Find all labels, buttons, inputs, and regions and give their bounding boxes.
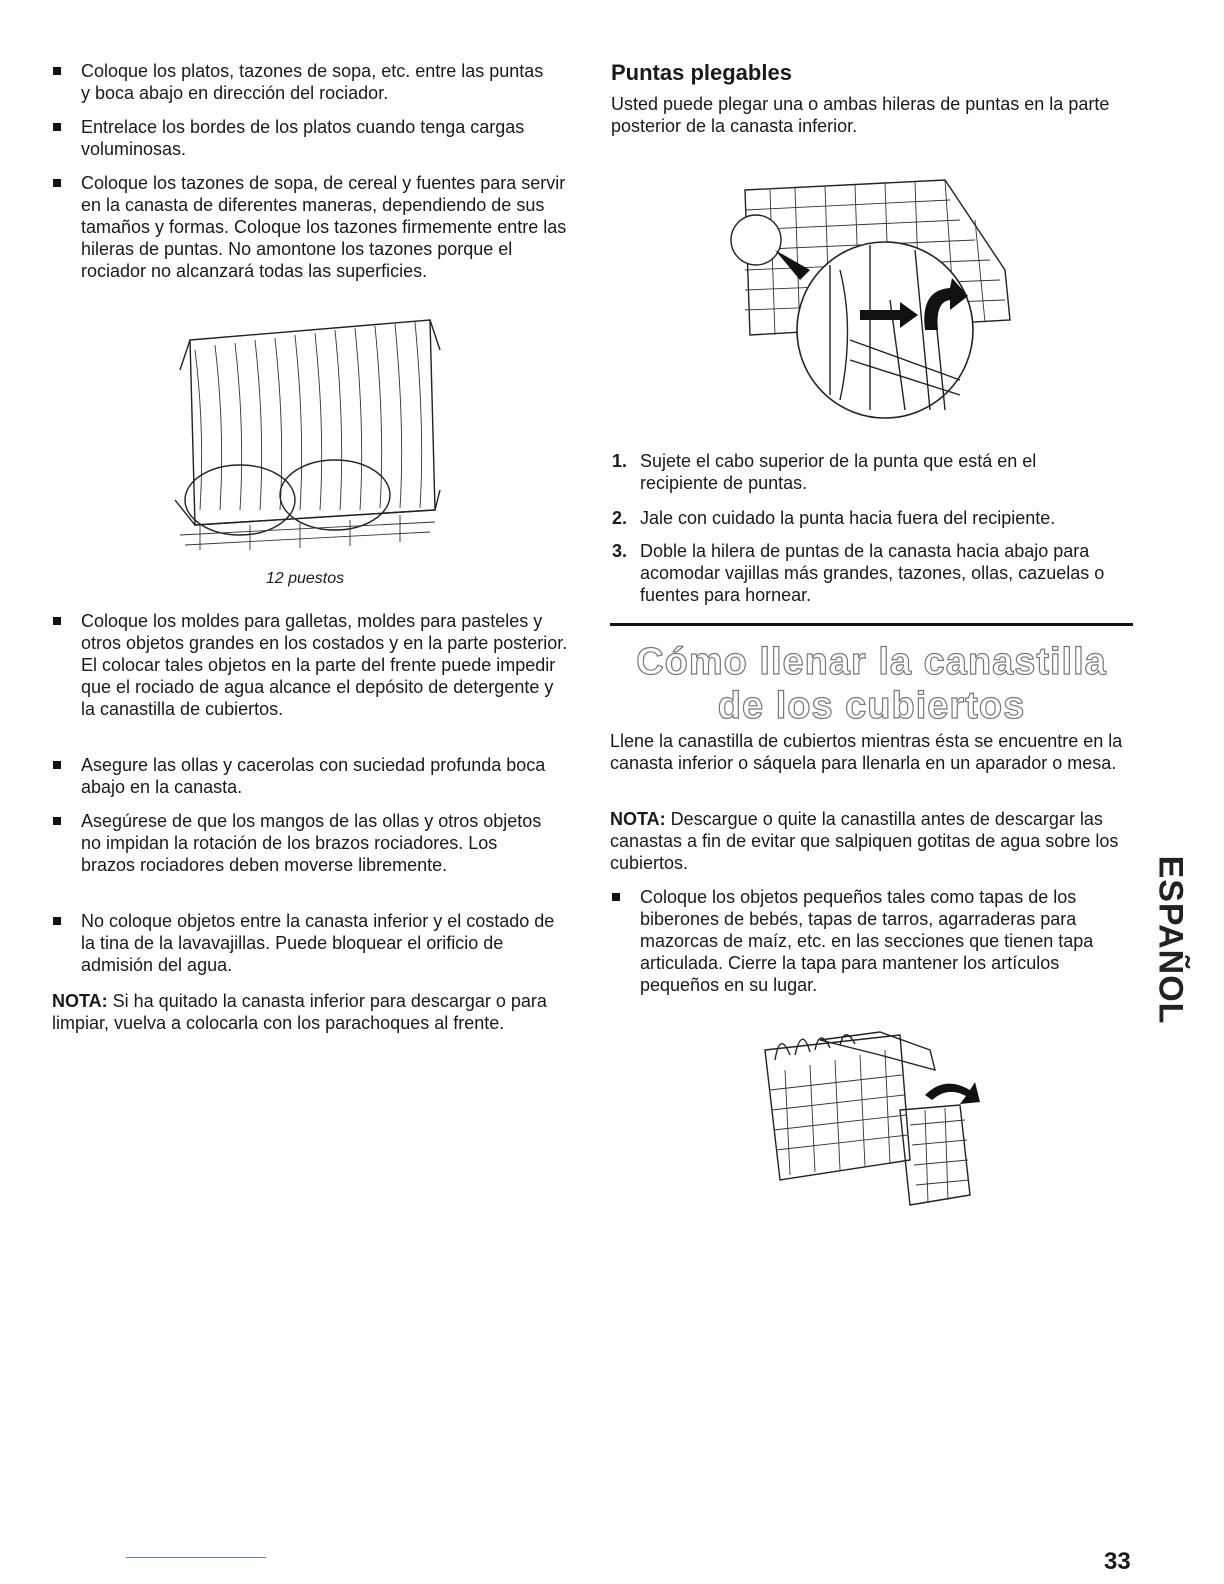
figure-caption: 12 puestos [265, 570, 345, 587]
list-item-text: Coloque los tazones de sopa, de cereal y fuentes para servir en la canasta de diferentes maneras, dependiendo de sus tamaños y formas. Coloque los tazones firmemente entre las hileras de puntas. No amontone los tazones porque el rociador no alcanzará todas las superficies. [81, 173, 567, 281]
note-label: NOTA: [52, 991, 108, 1011]
list-item [81, 754, 561, 798]
list-item-text: Coloque los platos, tazones de sopa, etc. entre las puntas y boca abajo en dirección del rociador. [81, 61, 544, 103]
note-paragraph-right [610, 808, 1125, 874]
bullet-square-icon [53, 761, 61, 769]
footer-rule [126, 1557, 266, 1558]
dish-rack-illustration [170, 310, 445, 555]
bullet-square-icon [53, 617, 61, 625]
step-text: Jale con cuidado la punta hacia fuera del recipiente. [640, 508, 1056, 528]
list-item [81, 60, 551, 104]
language-side-tab [1150, 820, 1190, 1060]
list-item-text: No coloque objetos entre la canasta inferior y el costado de la tina de la lavavajillas. Puede bloquear el orificio de admisión del agua. [81, 911, 555, 975]
big-title-line2: de los cubiertos [717, 685, 1026, 727]
list-item [81, 610, 571, 720]
list-item-text: Entrelace los bordes de los platos cuando tenga cargas voluminosas. [81, 117, 525, 159]
list-item [81, 810, 551, 876]
section-title: Puntas plegables [611, 60, 792, 85]
step-text: Doble la hilera de puntas de la canasta hacia abajo para acomodar vajillas más grandes, tazones, ollas, cazuelas o fuentes para hornear. [640, 541, 1105, 605]
page-number: 33 [1104, 1548, 1131, 1575]
bullet-square-icon [53, 917, 61, 925]
bullet-square-icon [612, 893, 620, 901]
step-item [612, 540, 1110, 606]
step-item [612, 507, 1130, 529]
step-text: Sujete el cabo superior de la punta que está en el recipiente de puntas. [640, 451, 1037, 493]
list-item [81, 116, 551, 160]
section-divider [610, 623, 1133, 626]
big-title-line1: Cómo llenar la canastilla [636, 641, 1107, 683]
note-paragraph [52, 990, 572, 1034]
silverware-basket-illustration [760, 1030, 980, 1210]
list-item [81, 172, 571, 282]
list-item-text: Coloque los moldes para galletas, moldes para pasteles y otros objetos grandes en los costados y en la parte posterior. El colocar tales objetos en la parte del frente puede impedir que el rociado de agua alcance el depósito de detergente y la canastilla de cubiertos. [81, 611, 568, 719]
side-tab-label: ESPAÑOL [1151, 855, 1190, 1025]
bullet-square-icon [53, 123, 61, 131]
intro-paragraph: Llene la canastilla de cubiertos mientras ésta se encuentre en la canasta inferior o sáquela para llenarla en un aparador o mesa. [610, 731, 1123, 773]
step-number: 2. [612, 508, 628, 528]
step-item [612, 450, 1110, 494]
step-number: 1. [612, 451, 628, 471]
list-item-text: Coloque los objetos pequeños tales como tapas de los biberones de bebés, tapas de tarros, agarraderas para mazorcas de maíz, etc. en las secciones que tienen tapa articulada. Cierre la tapa para mantener los artículos pequeños en su lugar. [640, 887, 1094, 995]
list-item [81, 910, 571, 976]
section-intro: Usted puede plegar una o ambas hileras de puntas en la parte posterior de la canasta inferior. [611, 94, 1110, 136]
note-text-right: Descargue o quite la canastilla antes de descargar las canastas a fin de evitar que salpiquen gotitas de agua sobre los cubiertos. [610, 809, 1119, 873]
list-item-text: Asegúrese de que los mangos de las ollas y otros objetos no impidan la rotación de los brazos rociadores. Los brazos rociadores deben moverse libremente. [81, 811, 542, 875]
note-text: Si ha quitado la canasta inferior para descargar o para limpiar, vuelva a colocarla con los parachoques al frente. [52, 991, 547, 1033]
folding-tines-illustration [730, 170, 1020, 420]
list-item-text: Asegure las ollas y cacerolas con suciedad profunda boca abajo en la canasta. [81, 755, 546, 797]
note-label-right: NOTA: [610, 809, 666, 829]
bullet-square-icon [53, 817, 61, 825]
list-item [640, 886, 1130, 996]
bullet-square-icon [53, 179, 61, 187]
step-number: 3. [612, 541, 628, 561]
bullet-square-icon [53, 67, 61, 75]
